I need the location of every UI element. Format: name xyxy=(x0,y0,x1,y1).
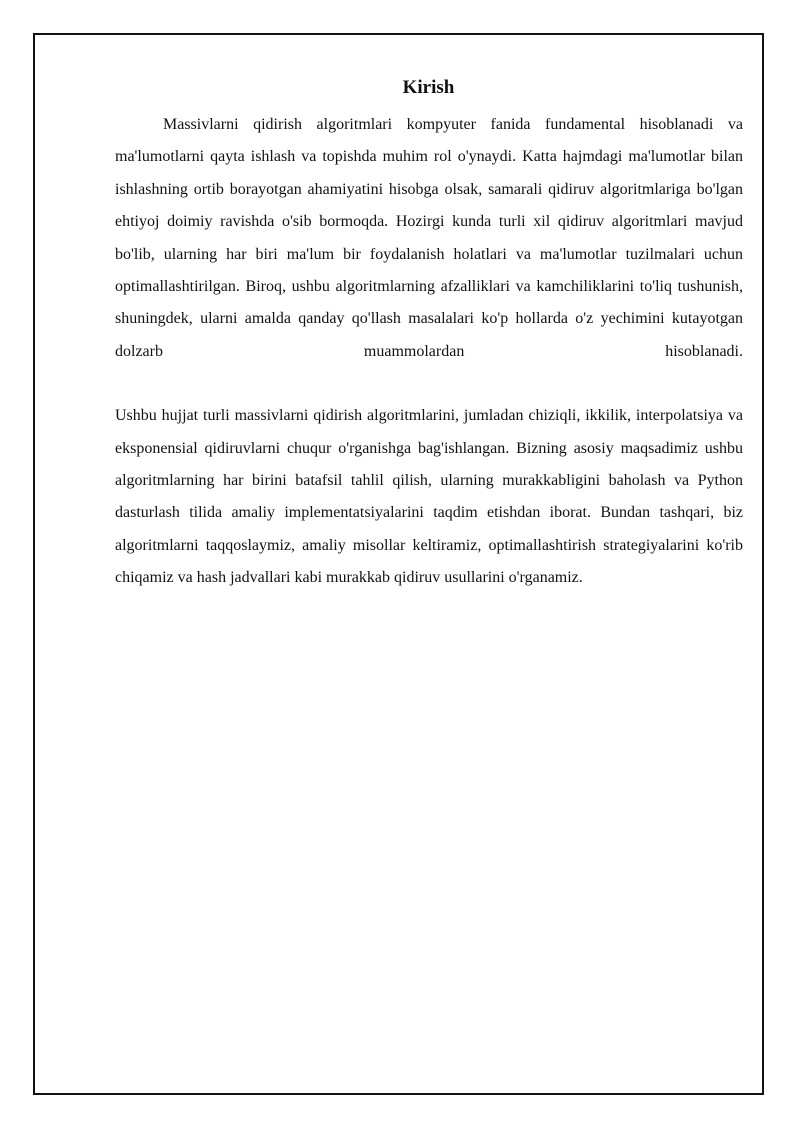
page-title: Kirish xyxy=(402,77,455,98)
document-body xyxy=(115,109,743,595)
paragraph-purpose: Ushbu hujjat turli massivlarni qidirish algoritmlarini, jumladan chiziqli, ikkilik, interpolatsiya va eksponensial qidiruvlarni chuqur o'rganishga bag'ishlangan. Bizning asosiy maqsadimiz ushbu algoritmlarning har birini batafsil tahlil qilish, ularning murakkabligini baholash va Python dasturlash tilida amaliy implementatsiyalarini taqdim etishdan iborat. Bundan tashqari, biz algoritmlarni taqqoslaymiz, amaliy misollar keltiramiz, optimallashtirish strategiyalarini ko'rib chiqamiz va hash jadvallari kabi murakkab qidiruv usullarini o'rganamiz. xyxy=(115,407,743,587)
paragraph-intro: Massivlarni qidirish algoritmlari kompyuter fanida fundamental hisoblanadi va ma'lumotlarni qayta ishlash va topishda muhim rol o'ynaydi. Katta hajmdagi ma'lumotlar bilan ishlashning ortib borayotgan ahamiyatini hisobga olsak, samarali qidiruv algoritmlariga bo'lgan ehtiyoj doimiy ravishda o'sib bormoqda. Hozirgi kunda turli xil qidiruv algoritmlari mavjud bo'lib, ularning har biri ma'lum bir foydalanish holatlari va ma'lumotlar tuzilmalari uchun optimallashtirilgan. Biroq, ushbu algoritmlarning afzalliklari va kamchiliklarini to'liq tushunish, shuningdek, ularni amalda qanday qo'llash masalalari ko'p hollarda o'z yechimini kutayotgan dolzarb muammolardan hisoblanadi. xyxy=(115,116,743,360)
